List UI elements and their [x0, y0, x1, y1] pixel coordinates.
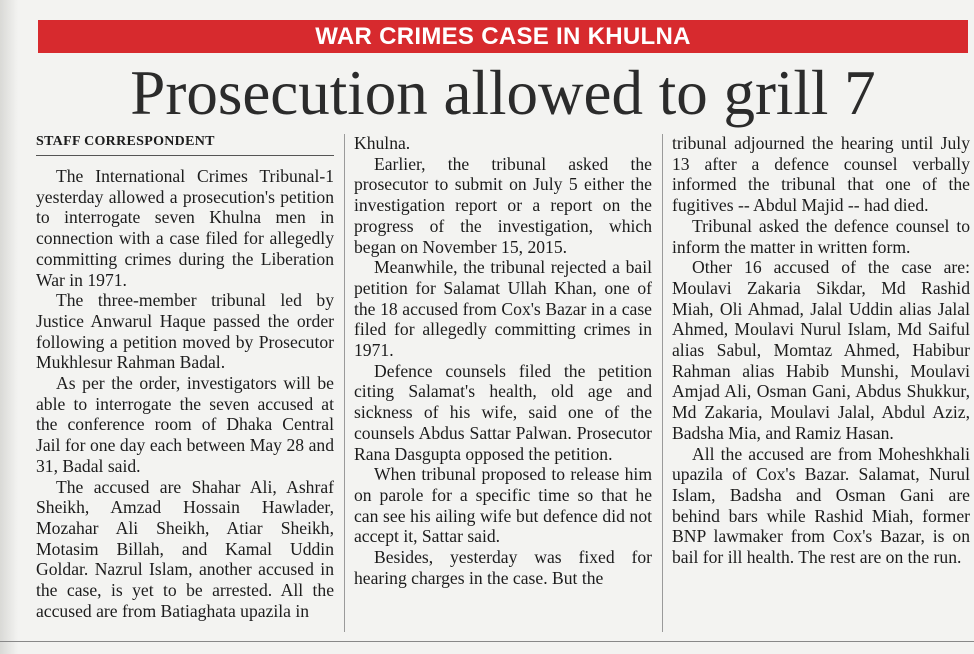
article-column-3 [672, 133, 970, 568]
paragraph: Earlier, the tribunal asked the prosecutor to submit on July 5 either the investigation report or a report on the progress of the investigation, which began on November 15, 2015. [354, 153, 652, 257]
column-divider [662, 134, 663, 632]
paragraph: Meanwhile, the tribunal rejected a bail petition for Salamat Ullah Khan, one of the 18 accused from Cox's Bazar in a case filed for allegedly committing crimes in 1971. [354, 257, 652, 361]
paragraph: As per the order, investigators will be able to interrogate the seven accused at the conference room of Dhaka Central Jail for one day each between May 28 and 31, Badal said. [36, 373, 334, 476]
paragraph: The three-member tribunal led by Justice Anwarul Haque passed the order following a petition moved by Prosecutor Mukhlesur Rahman Badal. [36, 290, 334, 373]
paragraph: tribunal adjourned the hearing until July 13 after a defence counsel verbally informed the tribunal that one of the fugitives -- Abdul Majid -- had died. [672, 133, 970, 216]
paragraph: Besides, yesterday was fixed for hearing charges in the case. But the [354, 547, 652, 588]
paragraph: Defence counsels filed the petition citing Salamat's health, old age and sickness of his wife, said one of the counsels Abdus Sattar Palwan. Prosecutor Rana Dasgupta opposed the petition. [354, 360, 652, 464]
paragraph: Khulna. [354, 133, 411, 153]
column-divider [344, 134, 345, 632]
paragraph: Other 16 accused of the case are: Moulavi Zakaria Sikdar, Md Rashid Miah, Oli Ahmad, Jalal Uddin alias Jalal Ahmed, Moulavi Nurul Islam, Md Saiful alias Sabul, Momtaz Ahmed, Habibur Rahman alias Habib Munshi, Moulavi Amjad Ali, Osman Gani, Abdus Shukkur, Md Zakaria, Moulavi Jalal, Abdul Aziz, Badsha Mia, and Ramiz Hasan. [672, 257, 970, 443]
paragraph: Tribunal asked the defence counsel to inform the matter in written form. [672, 215, 970, 257]
paragraph: All the accused are from Moheshkhali upazila of Cox's Bazar. Salamat, Nurul Islam, Badsha and Osman Gani are behind bars while Rashid Miah, former BNP lawmaker from Cox's Bazar, is on bail for ill health. The rest are on the run. [672, 443, 970, 568]
paragraph: When tribunal proposed to release him on parole for a specific time so that he can see his ailing wife but defence did not accept it, Sattar said. [354, 464, 652, 547]
byline: STAFF CORRESPONDENT [36, 133, 334, 156]
kicker-banner: WAR CRIMES CASE IN KHULNA [38, 20, 968, 53]
page-bottom-rule [0, 641, 974, 642]
article-column-1 [36, 133, 334, 621]
paragraph: The accused are Shahar Ali, Ashraf Sheikh, Amzad Hossain Hawlader, Mozahar Ali Sheikh, Atiar Sheikh, Motasim Billah, and Kamal Uddin Goldar. Nazrul Islam, another accused in the case, is yet to be arrested. All the accused are from Batiaghata upazila in [36, 476, 334, 621]
page-edge [0, 0, 18, 654]
article-column-2 [354, 133, 652, 588]
headline: Prosecution allowed to grill 7 [130, 58, 876, 128]
paragraph: The International Crimes Tribunal-1 yesterday allowed a prosecution's petition to interrogate seven Khulna men in connection with a case filed for allegedly committing crimes during the Liberation War in 1971. [36, 166, 334, 290]
